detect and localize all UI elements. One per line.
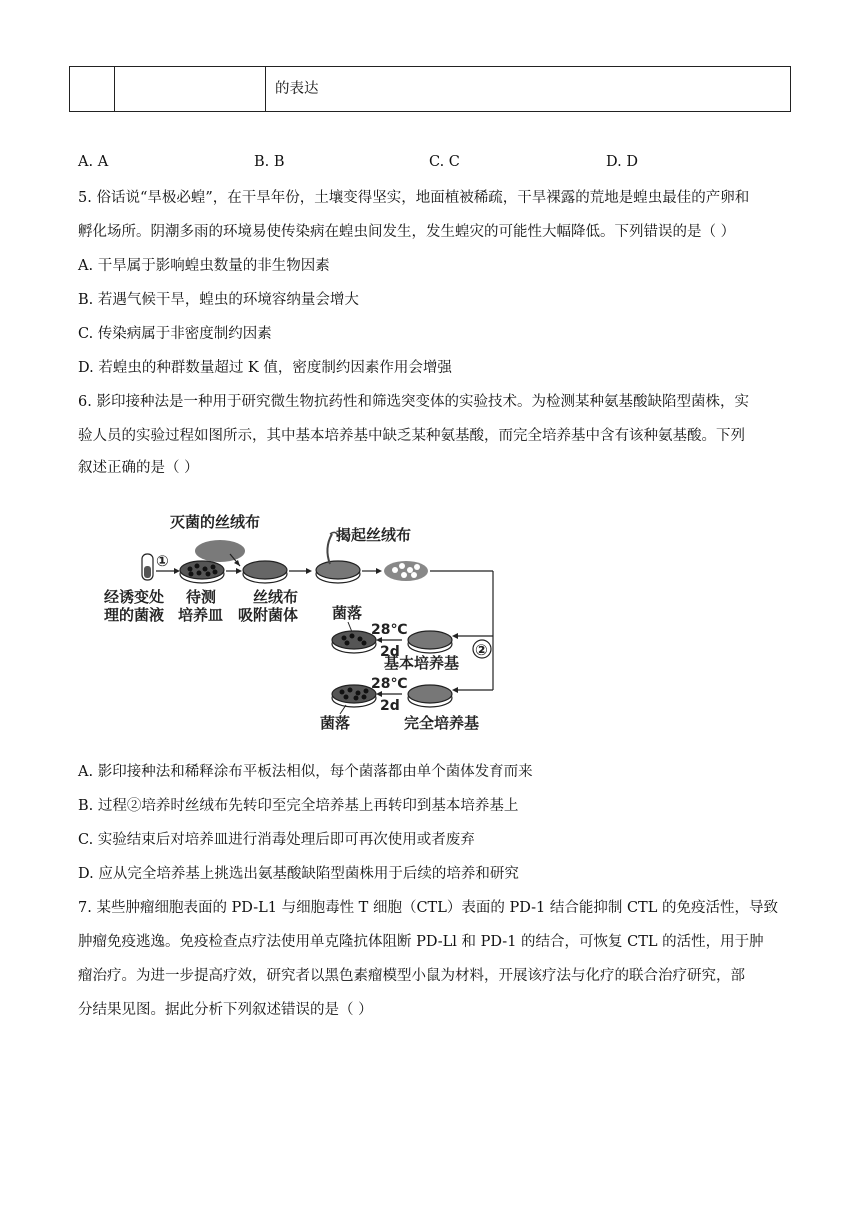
velvet-imprint-icon <box>384 561 428 581</box>
q7-stem-line: 瘤治疗。为进一步提高疗效，研究者以黑色素瘤模型小鼠为材料，开展该疗法与化疗的联合治疗研究，部 <box>78 968 745 984</box>
velvet-plate-icon <box>243 561 287 583</box>
q4-option-c[interactable]: C. C <box>429 154 460 170</box>
basic-medium-plate-icon <box>408 631 452 653</box>
label-colony-top: 菌落 <box>332 604 363 622</box>
label-time-bottom: 2d <box>380 698 400 714</box>
replica-plating-figure <box>98 504 498 736</box>
table-cell-empty <box>115 67 266 111</box>
table-cell-empty <box>70 67 115 111</box>
q6-option-d[interactable]: D. 应从完全培养基上挑选出氨基酸缺陷型菌株用于后续的培养和研究 <box>78 866 519 882</box>
label-colony-bottom: 菌落 <box>320 714 351 732</box>
q5-stem-line: 5. 俗话说“旱极必蝗”，在干旱年份，土壤变得坚实，地面植被稀疏，干旱裸露的荒地是蝗虫最佳的产卵和 <box>78 190 750 206</box>
q6-option-a[interactable]: A. 影印接种法和稀释涂布平板法相似，每个菌落都由单个菌体发育而来 <box>78 764 533 780</box>
step-2-label: ② <box>475 641 488 659</box>
label-temp-top: 28℃ <box>371 622 408 638</box>
q4-option-b[interactable]: B. B <box>254 154 285 170</box>
step-1-label: ① <box>156 552 169 570</box>
q6-stem-line: 6. 影印接种法是一种用于研究微生物抗药性和筛选突变体的实验技术。为检测某种氨基酸缺陷型菌株，实 <box>78 394 749 410</box>
label-lift-velvet: 揭起丝绒布 <box>336 526 412 544</box>
table-cell-text: 的表达 <box>275 81 319 97</box>
q6-option-b[interactable]: B. 过程②培养时丝绒布先转印至完全培养基上再转印到基本培养基上 <box>78 798 519 814</box>
label-test-plate: 培养皿 <box>178 606 224 624</box>
q7-stem-line: 分结果见图。据此分析下列叙述错误的是（ ） <box>78 1002 373 1018</box>
q6-option-c[interactable]: C. 实验结束后对培养皿进行消毒处理后即可再次使用或者废弃 <box>78 832 475 848</box>
q5-stem-line: 孵化场所。阴潮多雨的环境易使传染病在蝗虫间发生，发生蝗灾的可能性大幅降低。下列错误的是（ ） <box>78 224 736 240</box>
colony-plate-complete-icon <box>332 685 376 707</box>
q5-option-a[interactable]: A. 干旱属于影响蝗虫数量的非生物因素 <box>78 258 330 274</box>
q6-stem-line: 验人员的实验过程如图所示，其中基本培养基中缺乏某种氨基酸，而完全培养基中含有该种氨基酸。下列 <box>78 428 745 444</box>
test-plate-icon <box>180 561 224 583</box>
label-time-top: 2d <box>380 644 400 660</box>
complete-medium-plate-icon <box>408 685 452 707</box>
q5-option-d[interactable]: D. 若蝗虫的种群数量超过 K 值，密度制约因素作用会增强 <box>78 360 452 376</box>
label-complete-medium: 完全培养基 <box>404 714 480 732</box>
table-fragment <box>69 66 791 112</box>
label-velvet-adsorb: 丝绒布 <box>253 588 299 606</box>
q7-stem-line: 7. 某些肿瘤细胞表面的 PD-L1 与细胞毒性 T 细胞（CTL）表面的 PD-1 结合能抑制 CTL 的免疫活性，导致 <box>78 900 778 916</box>
label-mutagenized: 经诱变处 <box>104 588 165 606</box>
q5-option-b[interactable]: B. 若遇气候干旱，蝗虫的环境容纳量会增大 <box>78 292 359 308</box>
label-basic-medium: 基本培养基 <box>384 654 460 672</box>
colony-plate-basic-icon <box>332 631 376 653</box>
label-temp-bottom: 28℃ <box>371 676 408 692</box>
label-sterile-velvet: 灭菌的丝绒布 <box>170 513 261 531</box>
q7-stem-line: 肿瘤免疫逃逸。免疫检查点疗法使用单克隆抗体阻断 PD-Ll 和 PD-1 的结合，可恢复 CTL 的活性，用于肿 <box>78 934 764 950</box>
velvet-cloth-icon <box>195 540 245 562</box>
test-tube-icon <box>142 554 153 580</box>
q4-option-d[interactable]: D. D <box>606 154 638 170</box>
q4-option-a[interactable]: A. A <box>78 154 109 170</box>
label-mutagenized: 理的菌液 <box>104 606 165 624</box>
q5-option-c[interactable]: C. 传染病属于非密度制约因素 <box>78 326 272 342</box>
q6-stem-line: 叙述正确的是（ ） <box>78 460 199 476</box>
label-velvet-adsorb: 吸附菌体 <box>238 606 299 624</box>
label-test-plate: 待测 <box>186 588 217 606</box>
